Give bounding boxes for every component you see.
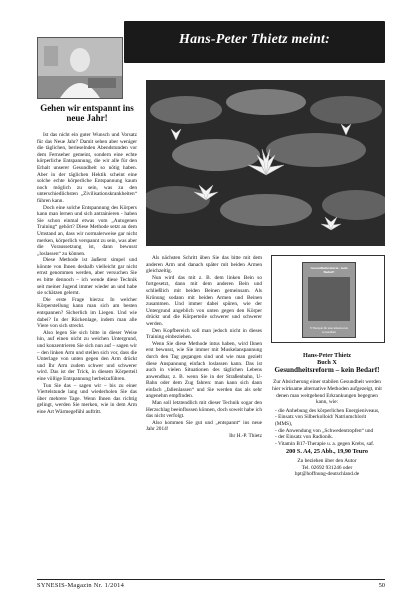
book-title: Gesundheitsreform – kein Bedarf! <box>274 366 380 374</box>
list-item: - der Einsatz von Radionik. <box>275 434 334 441</box>
paragraph: Also kommen Sie gut und „entspannt“ ins neue Jahr 2014! <box>146 419 262 433</box>
book-cover-subtitle: 8 Therapie für eine lebenswerte Gesundheit <box>310 326 348 334</box>
article-heading: Gehen wir entspannt ins neue Jahr! <box>40 103 134 123</box>
page-number: 50 <box>378 582 385 589</box>
header-banner <box>124 21 385 63</box>
list-item: - Vitamin B17-Therapie u. a. gegen Krebs, saf. <box>275 440 375 447</box>
water-lily-photo <box>146 80 385 246</box>
banner-title: Hans-Peter Thietz meint: <box>178 32 330 47</box>
book-price: 200 S. A4, 25 Abb., 19,90 Teuro <box>286 448 368 456</box>
paragraph: Die erste Frage hierzu: In welcher Körperstellung kann man sich am besten entspannen? Sicherlich im Liegen. Und wie dabei? In der Rückenlage, indem man alle Viere von sich streckt. <box>37 296 137 330</box>
paragraph: Diese Methode ist äußerst simpel und könnte von Ihnen deshalb vielleicht gar nicht ernst genommen werden, aber versuchen Sie es bitte dennoch – ich wende diese Technik seit meiner Jugend immer wieder an und habe sie schätzen gelernt. <box>37 257 137 297</box>
paragraph: Nun wird das mit z. B. dem linken Bein so fortgesetzt, dann mit dem anderen Bein und schließlich mit beiden Beinen gemeinsam. Als Krönung sodann mit beiden Armen und Beinen zusammen. Und immer dabei spüren, wie der Untergrund angeblich von unten gegen den Körper drückt und die Körperteile schwerer und schwerer werden. <box>146 274 262 327</box>
footer-magazine-name: SYNESIS-Magazin Nr. 1/2014 <box>37 582 125 589</box>
book-advert-frame <box>271 255 385 343</box>
list-item: - die Anhebung des körperlichen Energieniveaus, <box>275 407 380 414</box>
order-info <box>271 458 383 478</box>
author-photo <box>37 37 123 99</box>
book-author: Hans-Peter Thietz <box>302 352 352 359</box>
book-advert-text <box>271 352 383 478</box>
paragraph: Den Kopfbereich soll man jedoch nicht in dieses Training einbeziehen. <box>146 327 262 341</box>
author-photo-image <box>38 38 122 98</box>
footer-rule <box>37 579 385 580</box>
book-number: Buch X <box>317 359 337 366</box>
book-cover-image <box>308 277 350 321</box>
paragraph: Also legen Sie sich bitte in dieser Weise hin, auf einen nicht zu weichen Untergrund, und konzentrieren Sie sich nun auf – sagen wir – den linken Arm und stellen sich vor, dass die Unterlage von unten gegen den Arm drückt und Ihr Arm zudem schwer und schwerer wird. Das ist der Trick, in diesem Körperteil eine völlige Entspannung herbeizuführen. <box>37 329 137 382</box>
book-intro: Zur Absicherung einer stabilen Gesundheit werden hier wirksame alternative Methoden aufgezeigt, mit denen man weitgehend Erkrankungen begegnen kann, wie: <box>272 379 382 406</box>
list-item: - Einsatz von Silberkolloid/ Natriumchlorit (MMS), <box>275 414 367 427</box>
order-email: hpt@hoffnung-deutschland.de <box>294 471 360 478</box>
signature: Ihr H.-P. Thietz <box>229 433 262 440</box>
order-phone: Tel. 02692 931246 oder <box>301 464 353 471</box>
book-cover <box>302 262 356 338</box>
paragraph: Tun Sie das – sagen wir – bis zu einer Viertelstunde lang und wiederholen Sie das über mehrere Tage. Wenn Ihnen das richtig gelingt, werden Sie merken, wie in dem Arm eine Art Wärmegefühl auftritt. <box>37 382 137 415</box>
book-feature-list <box>275 408 383 448</box>
paragraph: Ist das nicht ein guter Wunsch und Vorsatz für das Neue Jahr? Damit sehen aber weniger die täglichen, berieselnden Abendstunden vor dem Fernseher gemeint, sondern eine echte körperliche Entspannung, die wir alle für den Erhalt unserer Gesundheit so nötig haben. Aber in der täglichen Hektik scheint eine solche echte körperliche Entspannung kaum noch möglich zu sein, was zu den unterschiedlichsten „Zivilisationskrankheiten“ führen kann. <box>37 132 137 204</box>
list-item: - die Anwendung von „Schwedentropfen“ und <box>275 427 374 434</box>
paragraph: Man soll letztendlich mit dieser Technik sogar den Herzschlag beeinflussen können, doch soweit habe ich das nicht verfolgt. <box>146 400 262 420</box>
article-column-2 <box>146 255 262 440</box>
paragraph: Wenn Sie diese Methode intus haben, wird Ihnen erst bewusst, wie Sie immer mit Muskelanspannung durch den Tag gegangen sind und wie man gezielt diese Anspannung einfach loslassen kann. Das ist auch in vielen Situationen des täglichen Lebens anwendbar, z. B. wenn Sie in der Straßenbahn, U-Bahn oder dem Zug fahren: man kann sich dann einfach „fallenlassen“ und Sie werden das als sehr angenehm empfinden. <box>146 340 262 400</box>
water-lily-image <box>146 80 385 246</box>
article-column-1 <box>37 132 137 416</box>
paragraph: Als nächsten Schritt üben Sie das bitte mit dem anderen Arm und danach später mit beiden Armen gleichzeitig. <box>146 255 262 275</box>
order-line: Zu beziehen über den Autor <box>297 457 357 464</box>
book-cover-title: Gesundheitsreform - kein Bedarf! <box>310 266 348 274</box>
paragraph: Doch eine solche Entspannung des Körpers kann man lernen und sich antrainieren - haben Sie schon einmal etwas vom „Autogenen Training“ gehört? Diese Methode setzt an dem Umstand an, dass wir normalerweise gar nicht merken, körperlich verspannt zu sein, was aber die Voraussetzung ist, dann bewusst „loslassen“ zu können. <box>37 204 137 257</box>
